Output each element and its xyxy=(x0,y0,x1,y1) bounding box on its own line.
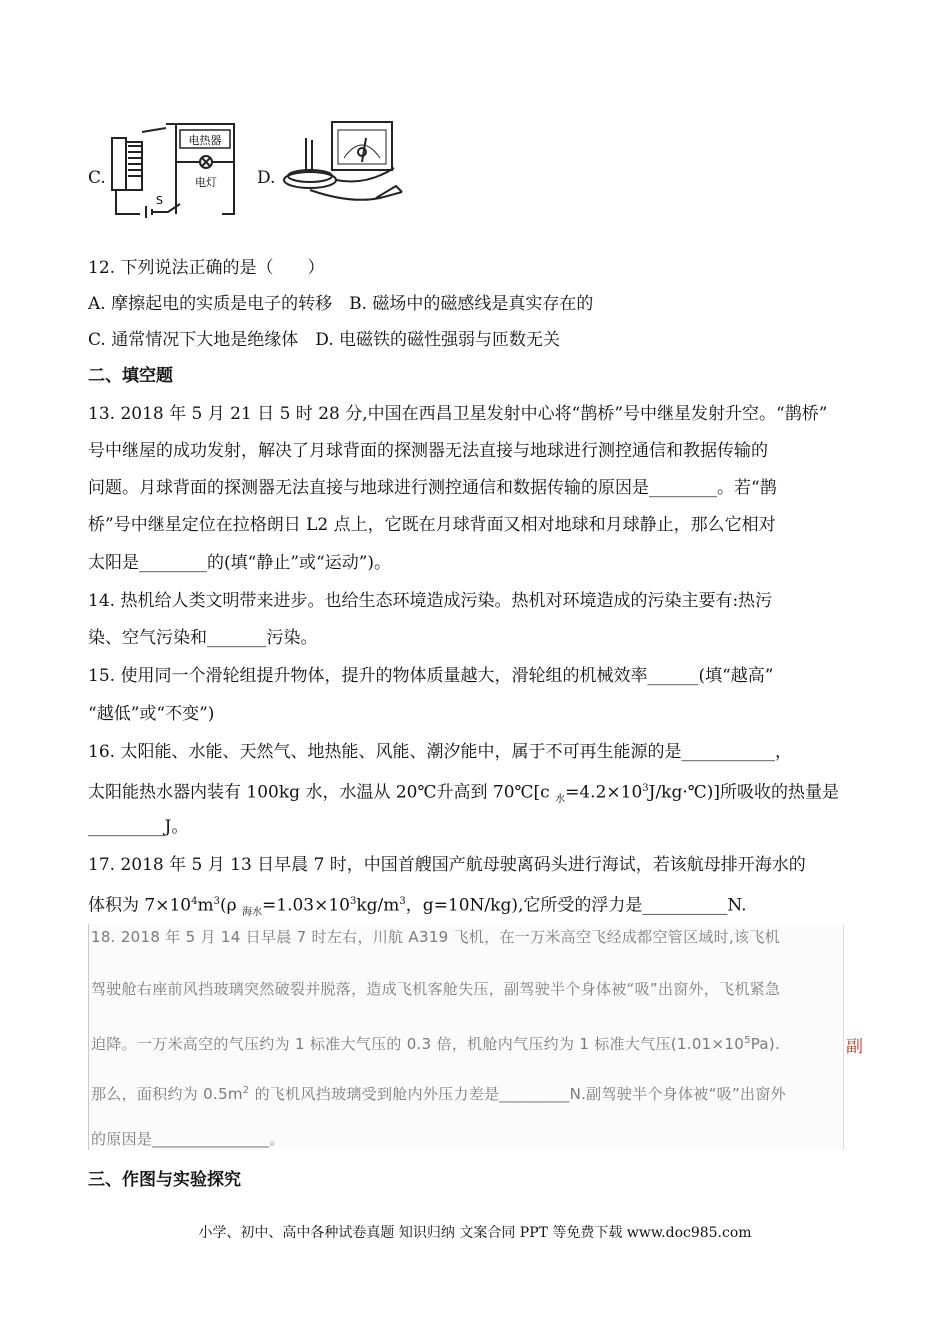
q13-line-5: 太阳是________的(填“静止”或“运动”)。 xyxy=(88,553,392,573)
q12-stem: 12. 下列说法正确的是（ ） xyxy=(88,258,325,278)
q18-line-4: 那么，面积约为 $0.5m^2$ 的飞机风挡玻璃受到舱内外压力差是_________N.副驾驶半个身体被“吸”出窗外 xyxy=(91,1085,786,1103)
q18-scanned-image xyxy=(88,924,844,1150)
q16-line-1: 16. 太阳能、水能、天然气、地热能、风能、潮汐能中，属于不可再生能源的是___________， xyxy=(88,742,792,762)
q18-line-2: 驾驶舱右座前风挡玻璃突然破裂并脱落，造成飞机客舱失压，副驾驶半个身体被“吸”出窗外，飞机紧急 xyxy=(91,980,781,998)
option-c-label: C. xyxy=(88,168,106,188)
q13-line-1: 13. 2018 年 5 月 21 日 5 时 28 分,中国在西昌卫星发射中心将“鹊桥”号中继星发射升空。“鹊桥” xyxy=(88,404,828,424)
q14-line-1: 14. 热机给人类文明带来进步。也给生态环境造成污染。热机对环境造成的污染主要有:热污 xyxy=(88,591,773,611)
q16-line-2: 太阳能热水器内装有 100kg 水，水温从 20℃升高到 70℃[c $_水=4.2\times 10^3J/kg\cdot℃$)]所吸收的热量是 xyxy=(88,782,840,806)
q13-line-4: 桥”号中继星定位在拉格朗日 L2 点上，它既在月球背面又相对地球和月球静止，那么它相对 xyxy=(88,515,776,535)
q15-line-2: “越低”或“不变”) xyxy=(88,704,215,724)
galvanometer-coil-figure xyxy=(280,118,406,216)
q17-line-2: 体积为 $7\times 10^4m^3(\rho$ $_{海水}=1.03\times 10^3kg/m^3$，g=10N/kg),它所受的浮力是__________N. xyxy=(88,895,747,919)
section-2-title: 二、填空题 xyxy=(88,366,173,386)
electromagnetic-relay-circuit-figure xyxy=(106,120,240,220)
q12-options-cd: C. 通常情况下大地是绝缘体 D. 电磁铁的磁性强弱与匝数无关 xyxy=(88,330,561,350)
q15-line-1: 15. 使用同一个滑轮组提升物体，提升的物体质量越大，滑轮组的机械效率______(填“越高” xyxy=(88,666,774,686)
q12-options-ab: A. 摩擦起电的实质是电子的转移 B. 磁场中的磁感线是真实存在的 xyxy=(88,294,594,314)
switch-label: S xyxy=(156,194,163,207)
q13-line-3: 问题。月球背面的探测器无法直接与地球进行测控通信和数据传输的原因是________。若“鹊 xyxy=(88,478,777,498)
q16-line-3: _________J。 xyxy=(88,817,189,837)
lamp-label: 电灯 xyxy=(195,176,217,189)
section-3-title: 三、作图与实验探究 xyxy=(88,1170,241,1190)
q13-line-2: 号中继屋的成功发射，解决了月球背面的探测器无法直接与地球进行测控通信和教据传输的 xyxy=(88,441,768,461)
q18-line-1: 18. 2018 年 5 月 14 日早晨 7 时左右，川航 A319 飞机，在一万米高空飞经成都空管区域时,该飞机 xyxy=(91,928,780,946)
q18-line-3: 迫降。一万米高空的气压约为 1 标准大气压的 0.3 倍，机舱内气压约为 1 标准大气压$(1.01\times 10^5Pa)$. xyxy=(91,1035,781,1053)
option-d-label: D. xyxy=(257,168,276,188)
q14-line-2: 染、空气污染和_______污染。 xyxy=(88,628,318,648)
heater-label: 电热器 xyxy=(188,134,222,147)
q17-line-1: 17. 2018 年 5 月 13 日早晨 7 时，中国首艘国产航母驶离码头进行海试，若该航母排开海水的 xyxy=(88,855,806,875)
page-footer: 小学、初中、高中各种试卷真题 知识归纳 文案合同 PPT 等免费下载 www.doc985.com xyxy=(198,1225,752,1241)
q18-side-mark: 副 xyxy=(846,1037,863,1057)
q18-line-5: 的原因是_______________。 xyxy=(91,1130,285,1148)
